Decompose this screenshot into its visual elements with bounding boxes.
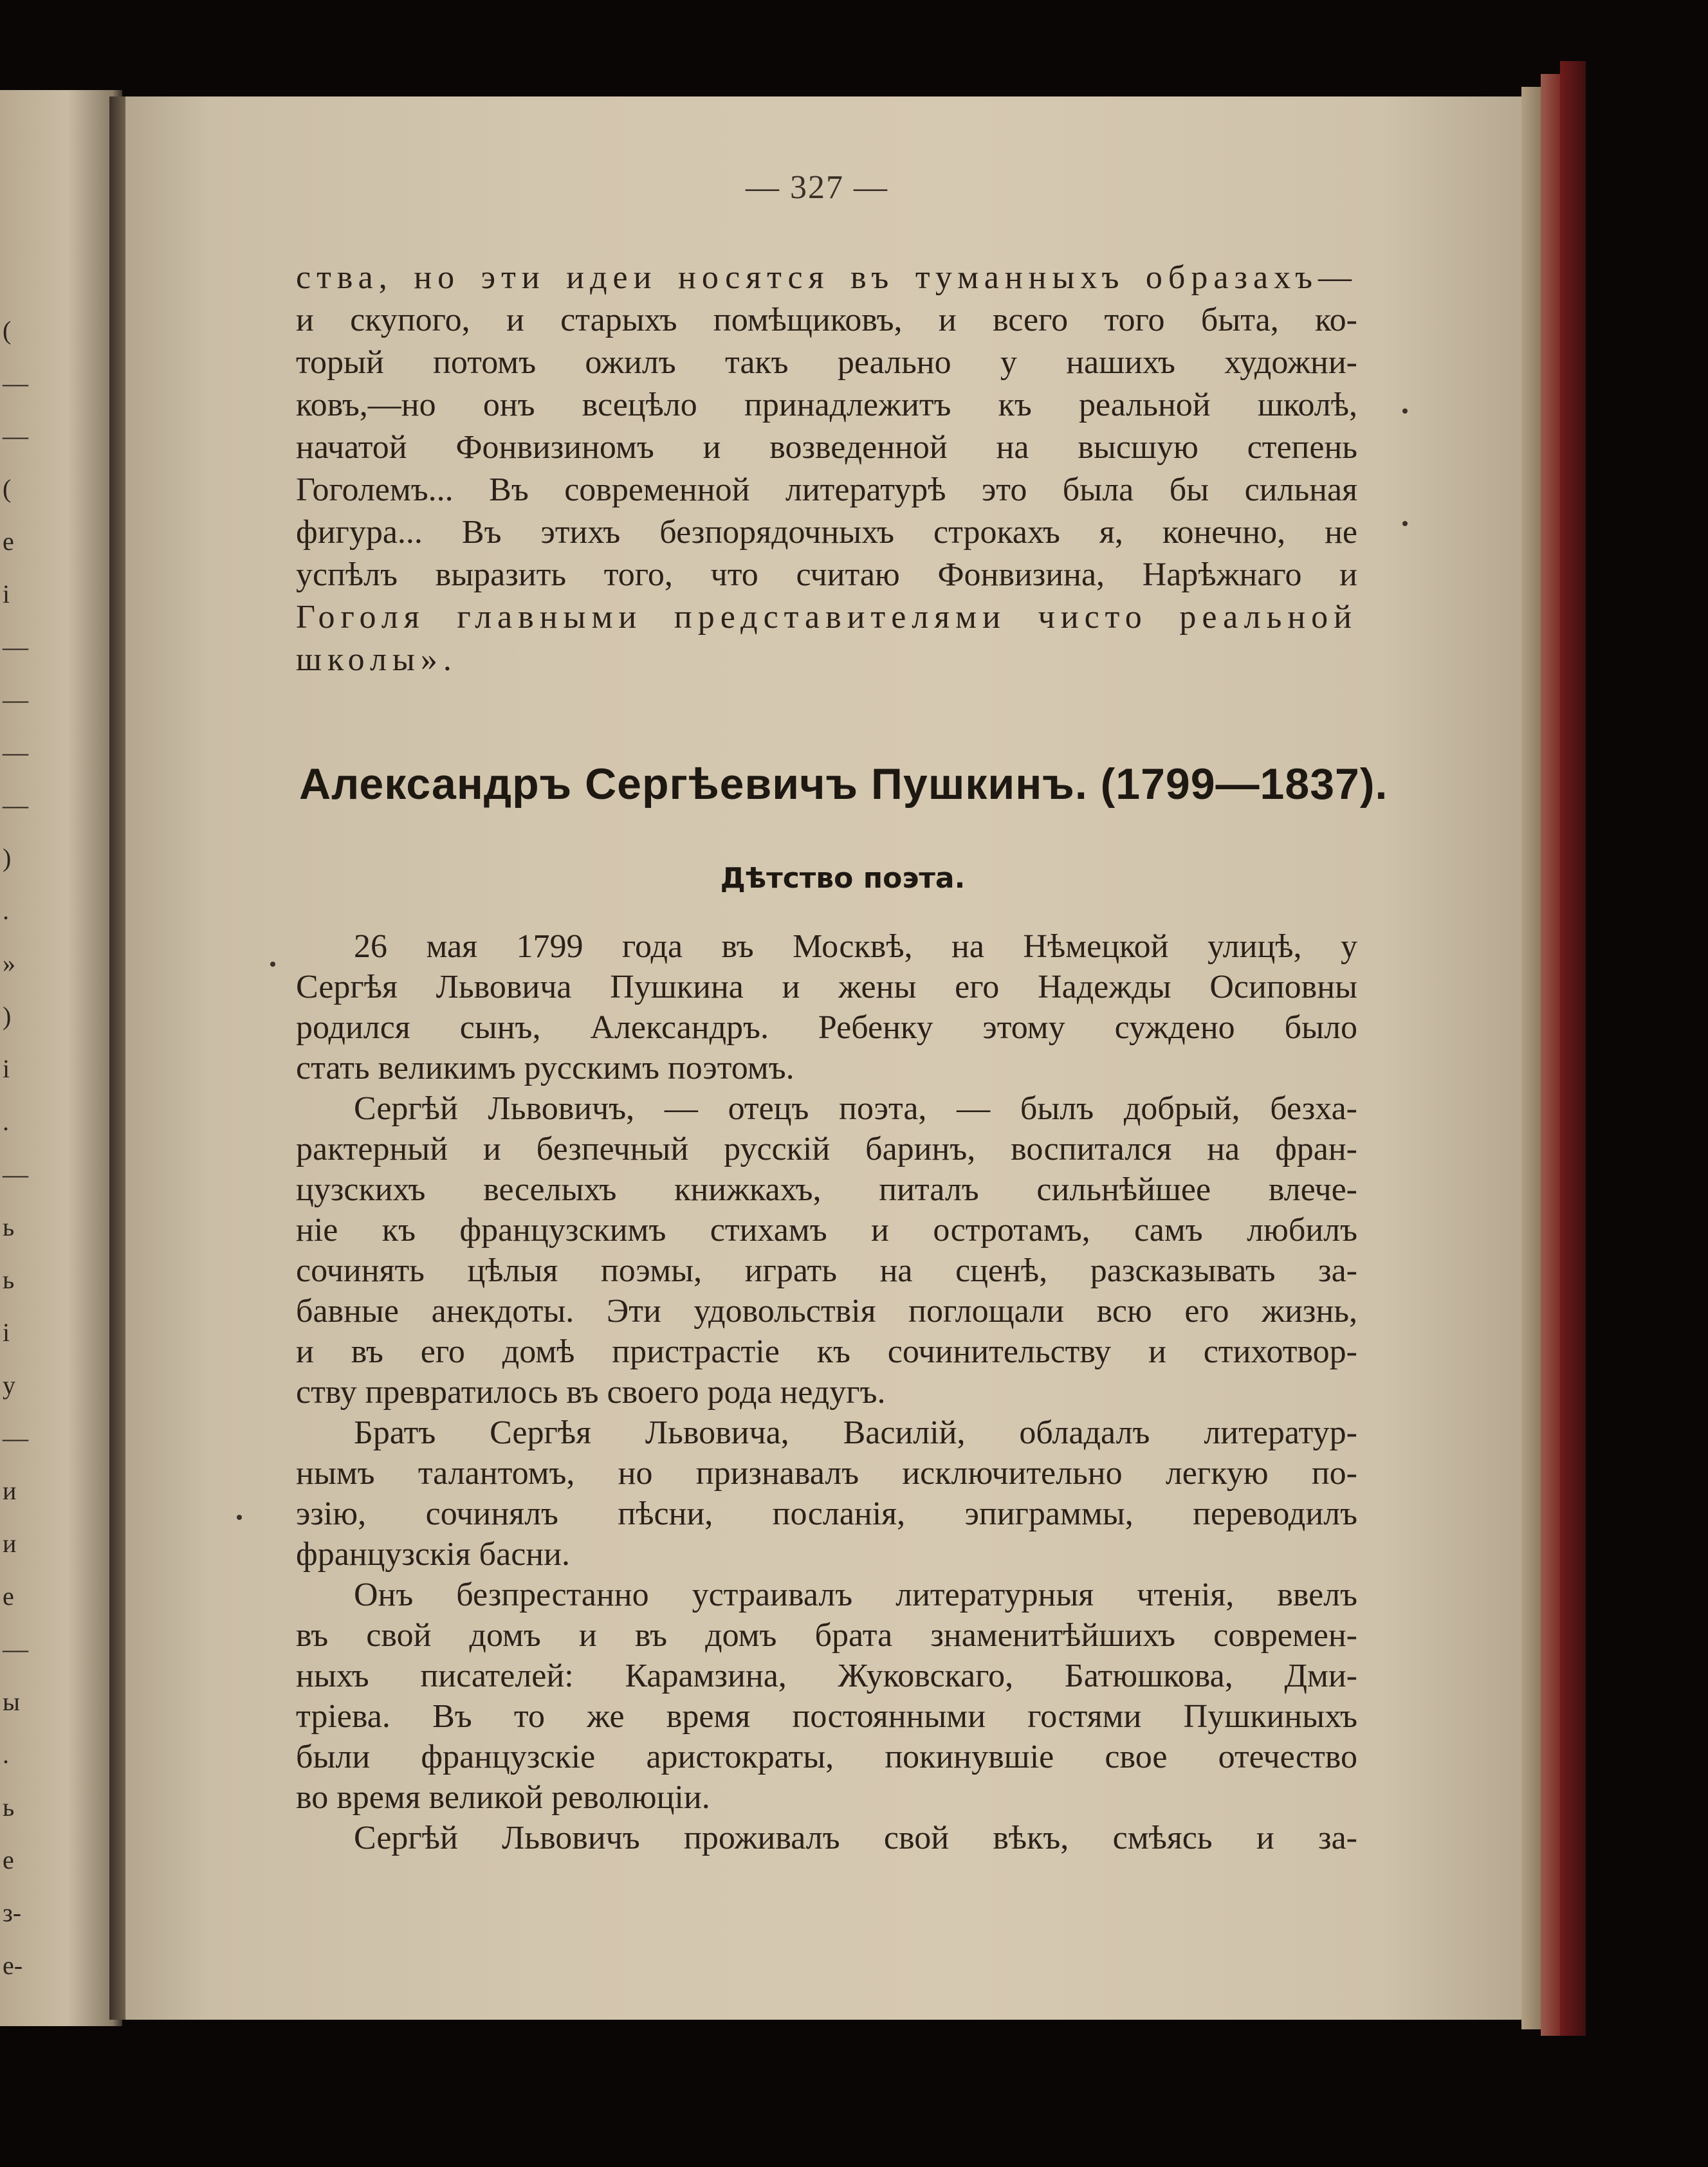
margin-mark: ( xyxy=(3,474,12,503)
text-line: рактерный и безпечный русскій баринъ, воспитался на фран- xyxy=(296,1131,1357,1167)
margin-mark: . xyxy=(3,1740,9,1769)
text-line: 26 мая 1799 года въ Москвѣ, на Нѣмецкой улицѣ, у xyxy=(354,928,1357,965)
text-line: Гоголя главными представителями чисто реальной xyxy=(296,599,1357,635)
text-line: ству превратилось въ своего рода недугъ. xyxy=(296,1374,886,1411)
cover-board xyxy=(1560,61,1586,2036)
margin-mark: — xyxy=(3,791,28,819)
text-line: ныхъ писателей: Карамзина, Жуковскаго, Батюшкова, Дми- xyxy=(296,1658,1357,1694)
text-line: Гоголемъ... Въ современной литературѣ это была бы сильная xyxy=(296,471,1357,508)
text-line: французскія басни. xyxy=(296,1536,570,1573)
speck xyxy=(237,1515,242,1520)
text-line: начатой Фонвизиномъ и возведенной на высшую степень xyxy=(296,429,1357,466)
page-number: — 327 — xyxy=(746,169,888,206)
margin-mark: — xyxy=(3,1634,28,1663)
text-line: сочинять цѣлыя поэмы, играть на сценѣ, разсказывать за- xyxy=(296,1252,1357,1289)
speck xyxy=(1402,521,1408,526)
text-line: цузскихъ веселыхъ книжкахъ, питалъ сильнѣйшее влече- xyxy=(296,1171,1357,1208)
margin-mark: — xyxy=(3,632,28,661)
margin-mark: ( xyxy=(3,316,12,345)
text-line: во время великой революціи. xyxy=(296,1779,710,1816)
text-line: успѣлъ выразить того, что считаю Фонвизина, Нарѣжнаго и xyxy=(296,556,1357,593)
margin-mark: и xyxy=(3,1529,17,1558)
margin-mark: ) xyxy=(3,843,12,872)
margin-mark: » xyxy=(3,949,15,978)
text-line: въ свой домъ и въ домъ брата знаменитѣйшихъ современ- xyxy=(296,1617,1357,1654)
margin-mark: ь xyxy=(3,1265,15,1294)
text-line: ніе къ французскимъ стихамъ и остротамъ, самъ любилъ xyxy=(296,1212,1357,1248)
text-line: торый потомъ ожилъ такъ реально у нашихъ художни- xyxy=(296,344,1357,381)
margin-mark: і xyxy=(3,580,10,608)
margin-mark: ь xyxy=(3,1793,15,1822)
text-line: ства, но эти идеи носятся въ туманныхъ образахъ— xyxy=(296,259,1357,296)
margin-mark: — xyxy=(3,369,28,398)
margin-mark: — xyxy=(3,738,28,767)
text-line: Онъ безпрестанно устраивалъ литературныя чтенія, ввелъ xyxy=(354,1577,1357,1613)
text-line: эзію, сочинялъ пѣсни, посланія, эпиграммы, переводилъ xyxy=(296,1495,1357,1532)
text-line: Сергѣя Львовича Пушкина и жены его Надежды Осиповны xyxy=(296,969,1357,1005)
margin-mark: — xyxy=(3,421,28,450)
margin-mark: — xyxy=(3,685,28,714)
text-line: были французскіе аристократы, покинувшіе свое отечество xyxy=(296,1739,1357,1775)
text-line: и въ его домѣ пристрастіе къ сочинительству и стихотвор- xyxy=(296,1333,1357,1370)
margin-mark: . xyxy=(3,896,9,925)
page-stack-edge xyxy=(1521,87,1541,2029)
text-line: фигура... Въ этихъ безпорядочныхъ строкахъ я, конечно, не xyxy=(296,514,1357,551)
margin-mark: ы xyxy=(3,1687,20,1716)
text-line: тріева. Въ то же время постоянными гостями Пушкиныхъ xyxy=(296,1698,1357,1735)
text-line: и скупого, и старыхъ помѣщиковъ, и всего того быта, ко- xyxy=(296,302,1357,338)
text-line: школы». xyxy=(296,641,457,678)
margin-mark: і xyxy=(3,1054,10,1083)
text-line: Сергѣй Львовичъ, — отецъ поэта, — былъ добрый, безха- xyxy=(354,1090,1357,1127)
text-line: стать великимъ русскимъ поэтомъ. xyxy=(296,1050,794,1086)
left-page-edge xyxy=(0,90,122,2026)
margin-mark: е xyxy=(3,1845,14,1874)
cover-edge xyxy=(1541,74,1560,2036)
margin-mark: з- xyxy=(3,1898,22,1927)
speck xyxy=(270,962,275,967)
margin-mark: е xyxy=(3,1582,14,1611)
text-line: бавные анекдоты. Эти удовольствія поглощали всю его жизнь, xyxy=(296,1293,1357,1330)
speck xyxy=(1402,408,1408,414)
margin-mark: ь xyxy=(3,1212,15,1241)
margin-mark: . xyxy=(3,1107,9,1136)
margin-mark: у xyxy=(3,1371,15,1400)
chapter-heading: Александръ Сергѣевичъ Пушкинъ. (1799—1837). xyxy=(299,760,1388,809)
margin-mark: — xyxy=(3,1160,28,1189)
margin-mark: е xyxy=(3,527,14,556)
text-line: нымъ талантомъ, но признавалъ исключительно легкую по- xyxy=(296,1455,1357,1492)
margin-mark: е- xyxy=(3,1951,23,1980)
text-line: родился сынъ, Александръ. Ребенку этому суждено было xyxy=(296,1009,1357,1046)
margin-mark: ) xyxy=(3,1001,12,1030)
margin-mark: и xyxy=(3,1476,17,1505)
text-line: Братъ Сергѣя Львовича, Василій, обладалъ литератур- xyxy=(354,1414,1357,1451)
margin-mark: — xyxy=(3,1423,28,1452)
text-line: Сергѣй Львовичъ проживалъ свой вѣкъ, смѣясь и за- xyxy=(354,1820,1357,1856)
text-line: ковъ,—но онъ всецѣло принадлежитъ къ реальной школѣ, xyxy=(296,387,1357,423)
section-subheading: Дѣтство поэта. xyxy=(720,862,966,895)
margin-mark: і xyxy=(3,1318,10,1347)
